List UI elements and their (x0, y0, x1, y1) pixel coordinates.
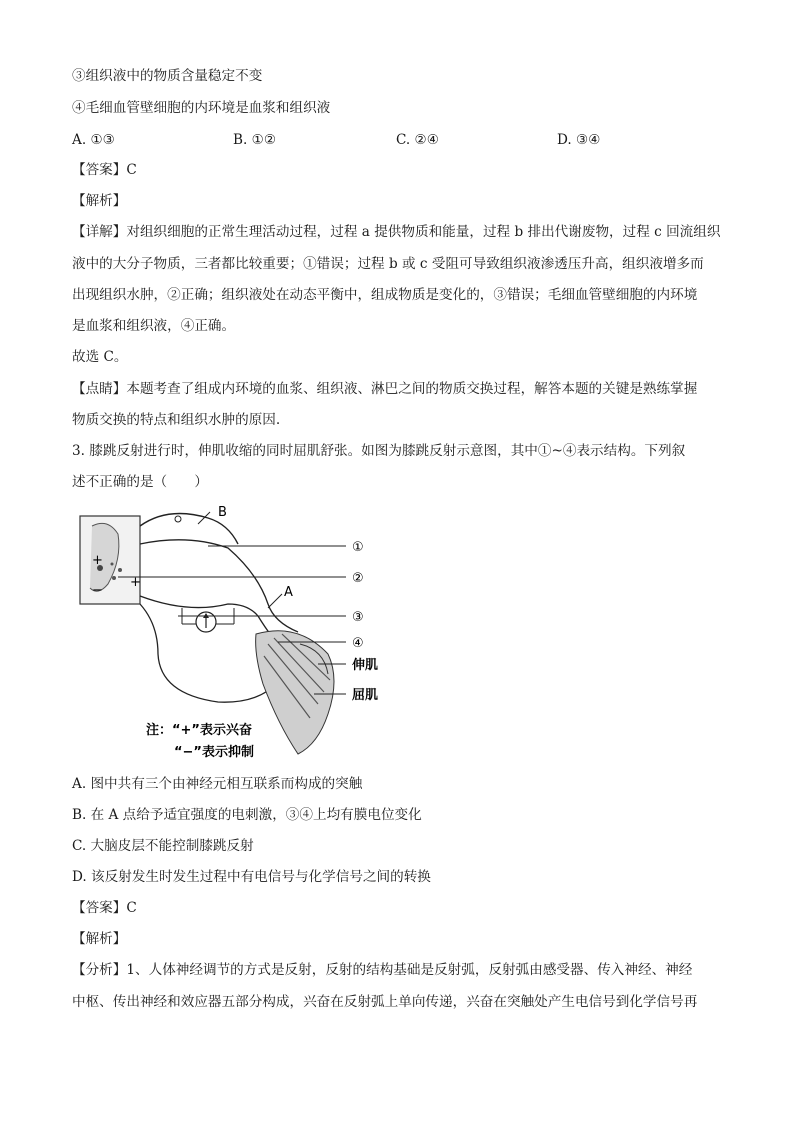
q3-analysis-line-2: 中枢、传出神经和效应器五部分构成，兴奋在反射弧上单向传递，兴奋在突触处产生电信号到化学信号再 (72, 994, 698, 1010)
q2-item-3: ③组织液中的物质含量稳定不变 (72, 68, 263, 84)
plus-sign-2: + (130, 575, 141, 590)
q3-option-a: A. 图中共有三个由神经元相互联系而构成的突触 (72, 776, 363, 792)
point-a (268, 585, 293, 608)
label-num-2: ② (352, 571, 364, 586)
label-extensor: 伸肌 (352, 658, 379, 673)
q2-detail-line-2: 液中的大分子物质，三者都比较重要；①错误；过程 b 或 c 受阻可导致组织液渗透压升高，组织液增多而 (72, 256, 704, 272)
q2-option-b: B. ①② (233, 132, 277, 148)
note-excite: 注：“+”表示兴奋 (146, 723, 252, 738)
q3-option-d: D. 该反射发生时发生过程中有电信号与化学信号之间的转换 (72, 869, 431, 885)
q2-answer: 【答案】C (72, 162, 137, 178)
label-num-3: ③ (352, 610, 364, 625)
q2-option-a: A. ①③ (72, 132, 115, 148)
spinal-cord (80, 516, 140, 604)
q2-option-d: D. ③④ (557, 132, 601, 148)
label-flexor: 屈肌 (352, 688, 379, 703)
label-num-1: ① (352, 540, 364, 555)
q3-analysis-line-1: 【分析】1、人体神经调节的方式是反射，反射的结构基础是反射弧，反射弧由感受器、传入神经、神经 (72, 962, 693, 978)
plus-sign-1: + (92, 553, 103, 568)
q2-option-c: C. ②④ (396, 132, 439, 148)
q2-detail-line-1: 【详解】对组织细胞的正常生理活动过程，过程 a 提供物质和能量，过程 b 排出代谢废物，过程 c 回流组织 (72, 224, 721, 240)
label-a: A (284, 585, 293, 600)
q2-conclusion: 故选 C。 (72, 349, 128, 365)
label-num-4: ④ (352, 636, 364, 651)
label-b: B (218, 505, 227, 520)
muscles (256, 631, 334, 754)
q2-comment-line-2: 物质交换的特点和组织水肿的原因. (72, 412, 281, 428)
minus-sign: − (92, 583, 103, 598)
q3-option-c: C. 大脑皮层不能控制膝跳反射 (72, 838, 254, 854)
q3-option-b: B. 在 A 点给予适宜强度的电刺激，③④上均有膜电位变化 (72, 807, 422, 823)
q2-detail-line-3: 出现组织水肿，②正确；组织液处在动态平衡中，组成物质是变化的，③错误；毛细血管壁细胞的内环境 (72, 287, 698, 303)
q3-analysis-label: 【解析】 (72, 931, 127, 947)
q3-stem-line-2: 述不正确的是（ ） (72, 474, 208, 490)
q2-analysis-label: 【解析】 (72, 193, 127, 209)
knee-jerk-reflex-diagram (78, 504, 418, 764)
q2-comment-line-1: 【点睛】本题考查了组成内环境的血浆、组织液、淋巴之间的物质交换过程，解答本题的关键是熟练掌握 (72, 381, 698, 397)
q2-detail-line-4: 是血浆和组织液，④正确。 (72, 318, 236, 334)
q3-stem-line-1: 3. 膝跳反射进行时，伸肌收缩的同时屈肌舒张。如图为膝跳反射示意图，其中①~④表示结构。下列叙 (72, 443, 686, 459)
q2-item-4: ④毛细血管壁细胞的内环境是血浆和组织液 (72, 100, 331, 116)
stimulus-meter (182, 608, 234, 632)
note-inhibit: “−”表示抑制 (174, 745, 254, 760)
ganglion-b (140, 505, 238, 544)
q3-answer: 【答案】C (72, 900, 137, 916)
